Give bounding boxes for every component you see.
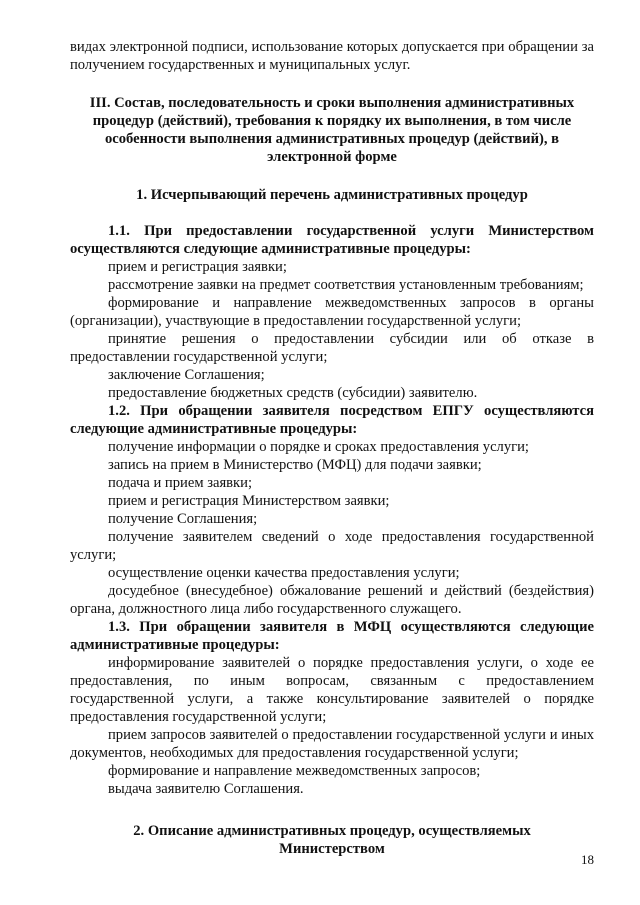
clause-1-1-heading: 1.1. При предоставлении государственной услуги Министерством осуществляются следующие административные процедуры: xyxy=(70,223,594,257)
clause-1-2-item: осуществление оценки качества предоставления услуги; xyxy=(108,565,460,581)
clause-1-2-item: прием и регистрация Министерством заявки; xyxy=(108,493,390,509)
clause-1-3-item: выдача заявителю Соглашения. xyxy=(108,781,304,797)
intro-paragraph: видах электронной подписи, использование которых допускается при обращении за получением государственных и муниципальных услуг. xyxy=(70,39,594,73)
subsection-2-title xyxy=(70,822,594,858)
clause-1-1-item: прием и регистрация заявки; xyxy=(108,259,287,275)
clause-1-2-item: досудебное (внесудебное) обжалование решений и действий (бездействия) органа, должностного лица либо государственного служащего. xyxy=(70,583,594,617)
clause-1-3-heading: 1.3. При обращении заявителя в МФЦ осуществляются следующие административные процедуры: xyxy=(70,619,594,653)
clause-1-3-item: информирование заявителей о порядке предоставления услуги, о ходе ее предоставления, по иным вопросам, связанным с предоставлением государственной услуги, а также консультирование заявителей о порядке предоставления государственной услуги; xyxy=(70,655,594,725)
clause-1-2-item: получение информации о порядке и сроках предоставления услуги; xyxy=(108,439,529,455)
section-3-title: III. Состав, последовательность и сроки выполнения административных процедур (действий), требования к порядку их выполнения, в том числе особенности выполнения административных процедур (действий), в электронной форме xyxy=(89,95,575,165)
subsection-2-title-line1: 2. Описание административных процедур, осуществляемых xyxy=(133,823,531,839)
clause-1-2-item: получение Соглашения; xyxy=(108,511,258,527)
clause-1-1-item: формирование и направление межведомственных запросов в органы (организации), участвующие в предоставлении государственной услуги; xyxy=(70,295,594,329)
clause-1-2-heading: 1.2. При обращении заявителя посредством ЕПГУ осуществляются следующие административные процедуры: xyxy=(70,403,594,437)
page-number: 18 xyxy=(581,852,594,867)
subsection-2-title-line2: Министерством xyxy=(279,841,385,857)
clause-1-1-item: принятие решения о предоставлении субсидии или об отказе в предоставлении государственной услуги; xyxy=(70,331,594,365)
clause-1-2-item: получение заявителем сведений о ходе предоставления государственной услуги; xyxy=(70,529,594,563)
subsection-1-title: 1. Исчерпывающий перечень административных процедур xyxy=(136,187,528,203)
clause-1-1-item: заключение Соглашения; xyxy=(108,367,265,383)
clause-1-1-item: предоставление бюджетных средств (субсидии) заявителю. xyxy=(108,385,478,401)
clause-1-2-item: запись на прием в Министерство (МФЦ) для подачи заявки; xyxy=(108,457,482,473)
clause-1-3-item: формирование и направление межведомственных запросов; xyxy=(108,763,481,779)
clause-1-3-item: прием запросов заявителей о предоставлении государственной услуги и иных документов, необходимых для предоставления государственной услуги; xyxy=(70,727,594,761)
clause-1-1-item: рассмотрение заявки на предмет соответствия установленным требованиям; xyxy=(108,277,584,293)
clause-1-2-item: подача и прием заявки; xyxy=(108,475,253,491)
